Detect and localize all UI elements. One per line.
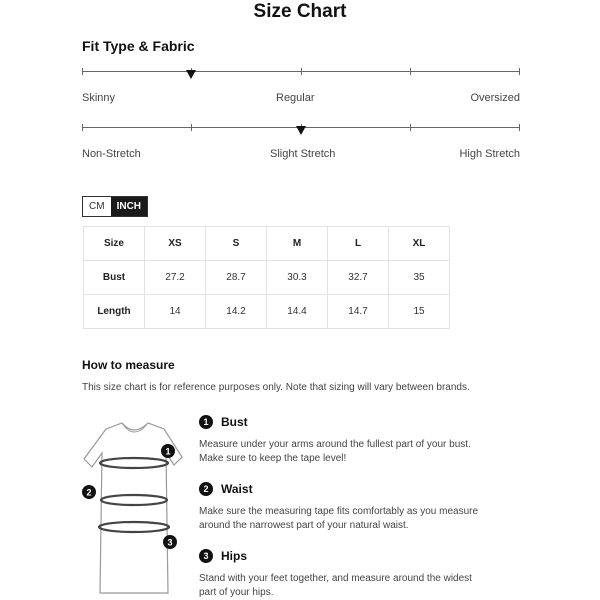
table-header-cell: XL	[389, 227, 450, 261]
measure-description: Stand with your feet together, and measure around the widest part of your hips.	[199, 573, 472, 598]
number-1-icon: 1	[199, 415, 213, 429]
page-title: Size Chart	[253, 1, 347, 22]
hips-number-text: 3	[167, 537, 173, 548]
measure-intro-text: This size chart is for reference purposes only. Note that sizing will vary between brands.	[82, 382, 470, 393]
tshirt-measure-illustration	[78, 415, 188, 600]
measure-description: Measure under your arms around the fullest part of your bust. Make sure to keep the tape level!	[199, 439, 471, 464]
stretch-tick	[410, 124, 411, 131]
how-to-measure-title: How to measure	[82, 358, 175, 372]
measure-item-hips	[199, 548, 499, 600]
table-cell: 15	[389, 295, 450, 329]
fit-type-label-skinny: Skinny	[82, 92, 116, 104]
table-header-row	[84, 227, 450, 261]
table-cell: 35	[389, 261, 450, 295]
fit-type-tick	[410, 68, 411, 75]
table-row	[84, 295, 450, 329]
table-header-cell: S	[206, 227, 267, 261]
table-cell: 14.4	[267, 295, 328, 329]
table-header-cell: XS	[145, 227, 206, 261]
measure-name: Hips	[221, 549, 248, 563]
waist-measure-line	[101, 495, 167, 505]
stretch-marker	[296, 126, 306, 135]
measure-name: Waist	[221, 482, 253, 496]
table-cell: 14	[145, 295, 206, 329]
table-cell: 27.2	[145, 261, 206, 295]
stretch-tick	[191, 124, 192, 131]
waist-number-text: 2	[86, 487, 92, 498]
stretch-label-high: High Stretch	[459, 148, 520, 160]
unit-toggle	[82, 196, 148, 217]
table-header-cell: M	[267, 227, 328, 261]
measure-item-bust	[199, 414, 499, 466]
table-cell: 14.2	[206, 295, 267, 329]
table-header-cell: Size	[84, 227, 145, 261]
number-2-icon: 2	[199, 482, 213, 496]
measure-name: Bust	[221, 415, 248, 429]
table-cell: Length	[84, 295, 145, 329]
bust-measure-line	[100, 458, 168, 468]
number-3-icon: 3	[199, 549, 213, 563]
bust-number-text: 1	[165, 446, 171, 457]
table-cell: 28.7	[206, 261, 267, 295]
hip-measure-line	[99, 522, 169, 532]
measure-item-waist	[199, 481, 499, 533]
fit-type-marker	[186, 70, 196, 79]
fit-type-tick	[301, 68, 302, 75]
stretch-tick	[519, 124, 520, 131]
stretch-scale	[82, 124, 520, 164]
table-cell: Bust	[84, 261, 145, 295]
table-row	[84, 261, 450, 295]
fit-type-scale	[82, 68, 520, 108]
fit-type-label-regular: Regular	[276, 92, 315, 104]
measure-description: Make sure the measuring tape fits comfortably as you measure around the narrowest part of your natural waist.	[199, 506, 479, 531]
fit-type-label-oversized: Oversized	[470, 92, 520, 104]
inch-button[interactable]: INCH	[111, 197, 147, 216]
stretch-tick	[82, 124, 83, 131]
stretch-label-non: Non-Stretch	[82, 148, 141, 160]
tshirt-neckline	[122, 423, 148, 432]
cm-button[interactable]: CM	[83, 197, 111, 216]
size-table	[83, 226, 450, 329]
table-cell: 32.7	[328, 261, 389, 295]
table-cell: 30.3	[267, 261, 328, 295]
stretch-label-slight: Slight Stretch	[270, 148, 336, 160]
fit-section-title: Fit Type & Fabric	[82, 38, 195, 54]
fit-type-tick	[519, 68, 520, 75]
table-header-cell: L	[328, 227, 389, 261]
table-cell: 14.7	[328, 295, 389, 329]
fit-type-tick	[82, 68, 83, 75]
